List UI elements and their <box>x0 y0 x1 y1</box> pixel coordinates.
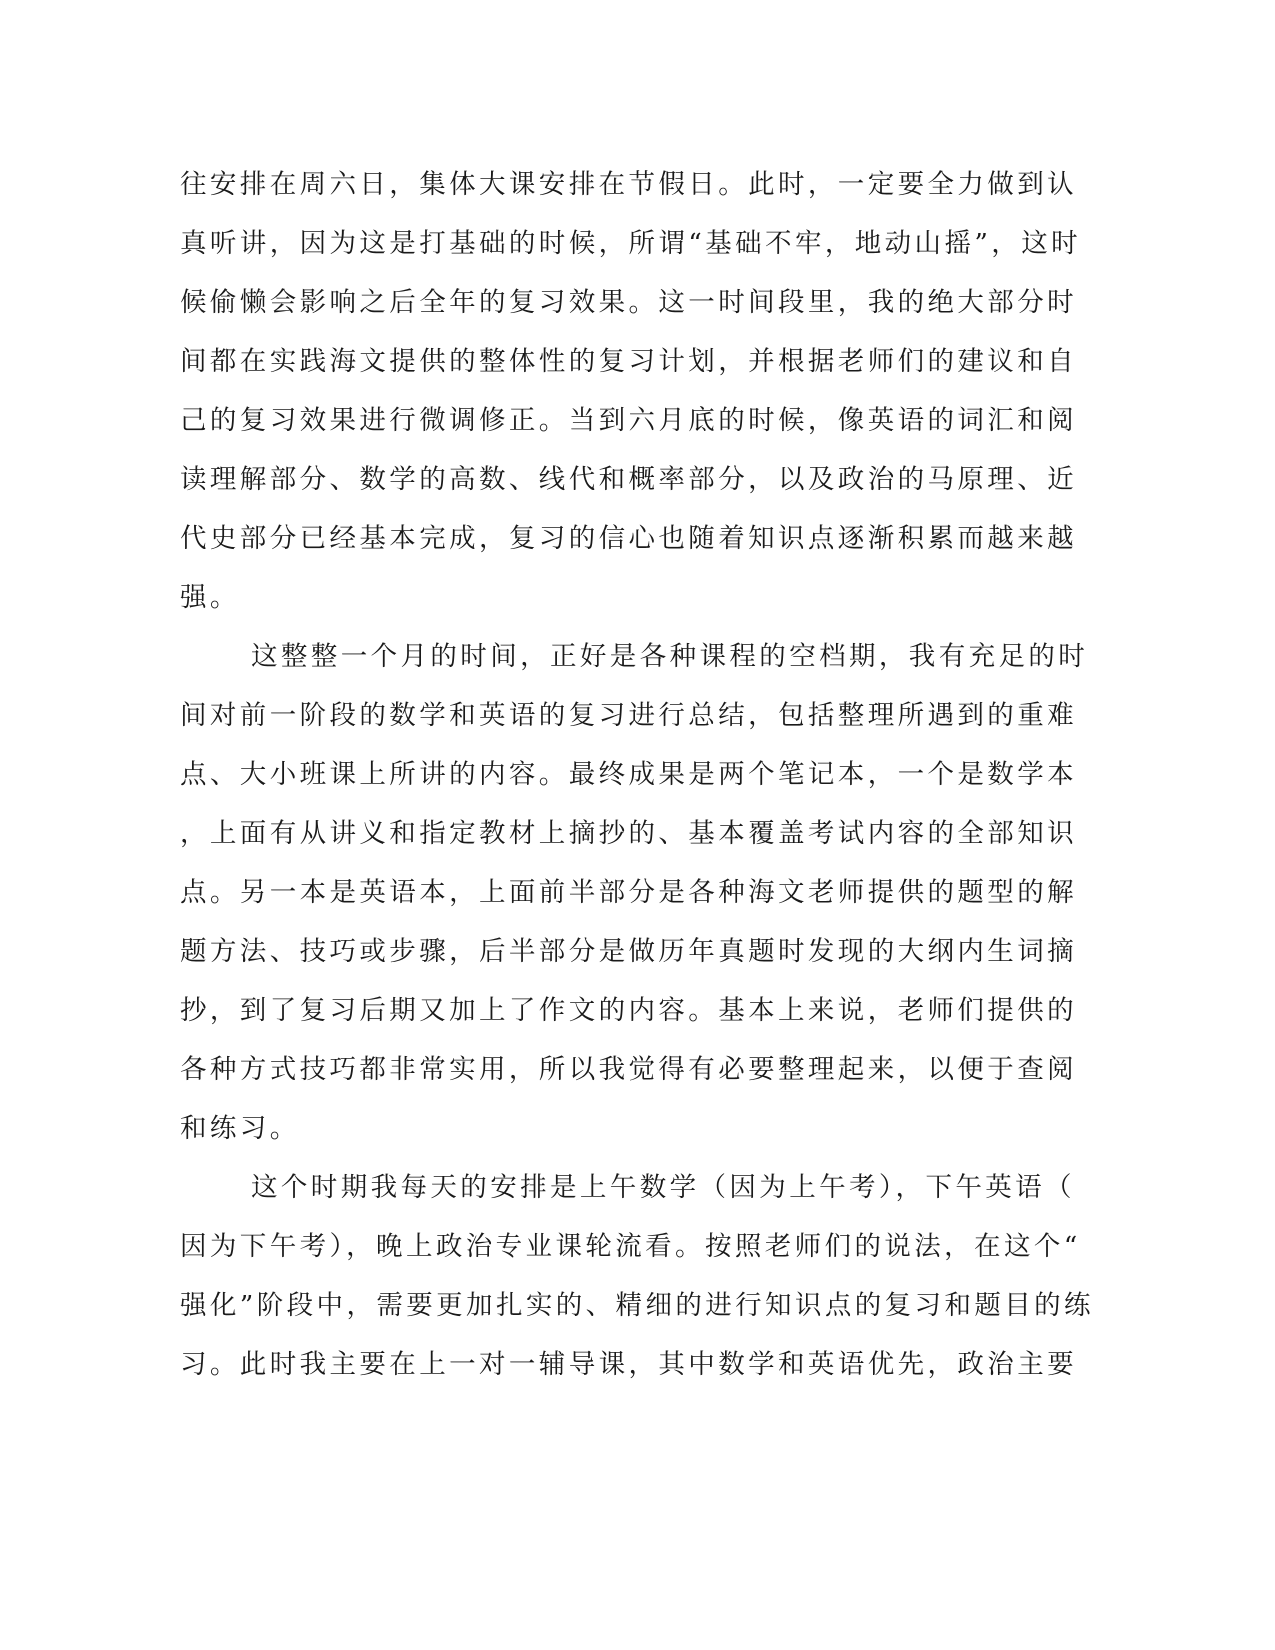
text-line: 抄，到了复习后期又加上了作文的内容。基本上来说，老师们提供的 <box>180 995 1077 1026</box>
paragraph-first-line: 这整整一个月的时间，正好是各种课程的空档期，我有充足的时 <box>251 641 1089 672</box>
text-line: 点、大小班课上所讲的内容。最终成果是两个笔记本，一个是数学本 <box>180 759 1077 790</box>
text-line: ，上面有从讲义和指定教材上摘抄的、基本覆盖考试内容的全部知识 <box>180 818 1077 849</box>
text-line: 各种方式技巧都非常实用，所以我觉得有必要整理起来，以便于查阅 <box>180 1054 1077 1085</box>
text-line: 强。 <box>180 582 240 613</box>
text-line: 真听讲，因为这是打基础的时候，所谓“基础不牢，地动山摇”，这时 <box>180 228 1081 259</box>
body-text <box>180 155 1094 1394</box>
text-line: 习。此时我主要在上一对一辅导课，其中数学和英语优先，政治主要 <box>180 1349 1077 1380</box>
text-line: 和练习。 <box>180 1113 300 1144</box>
text-line: 因为下午考），晚上政治专业课轮流看。按照老师们的说法，在这个“ <box>180 1231 1081 1262</box>
text-line: 读理解部分、数学的高数、线代和概率部分，以及政治的马原理、近 <box>180 464 1077 495</box>
text-line: 题方法、技巧或步骤，后半部分是做历年真题时发现的大纲内生词摘 <box>180 936 1077 967</box>
text-line: 点。另一本是英语本，上面前半部分是各种海文老师提供的题型的解 <box>180 877 1077 908</box>
text-line: 强化”阶段中，需要更加扎实的、精细的进行知识点的复习和题目的练 <box>180 1290 1094 1321</box>
text-line: 间都在实践海文提供的整体性的复习计划，并根据老师们的建议和自 <box>180 346 1077 377</box>
paragraph-first-line: 这个时期我每天的安排是上午数学（因为上午考），下午英语（ <box>251 1172 1075 1203</box>
text-line: 候偷懒会影响之后全年的复习效果。这一时间段里，我的绝大部分时 <box>180 287 1077 318</box>
text-line: 间对前一阶段的数学和英语的复习进行总结，包括整理所遇到的重难 <box>180 700 1077 731</box>
text-line: 己的复习效果进行微调修正。当到六月底的时候，像英语的词汇和阅 <box>180 405 1077 436</box>
text-line: 往安排在周六日，集体大课安排在节假日。此时，一定要全力做到认 <box>180 169 1077 200</box>
text-line: 代史部分已经基本完成，复习的信心也随着知识点逐渐积累而越来越 <box>180 523 1077 554</box>
